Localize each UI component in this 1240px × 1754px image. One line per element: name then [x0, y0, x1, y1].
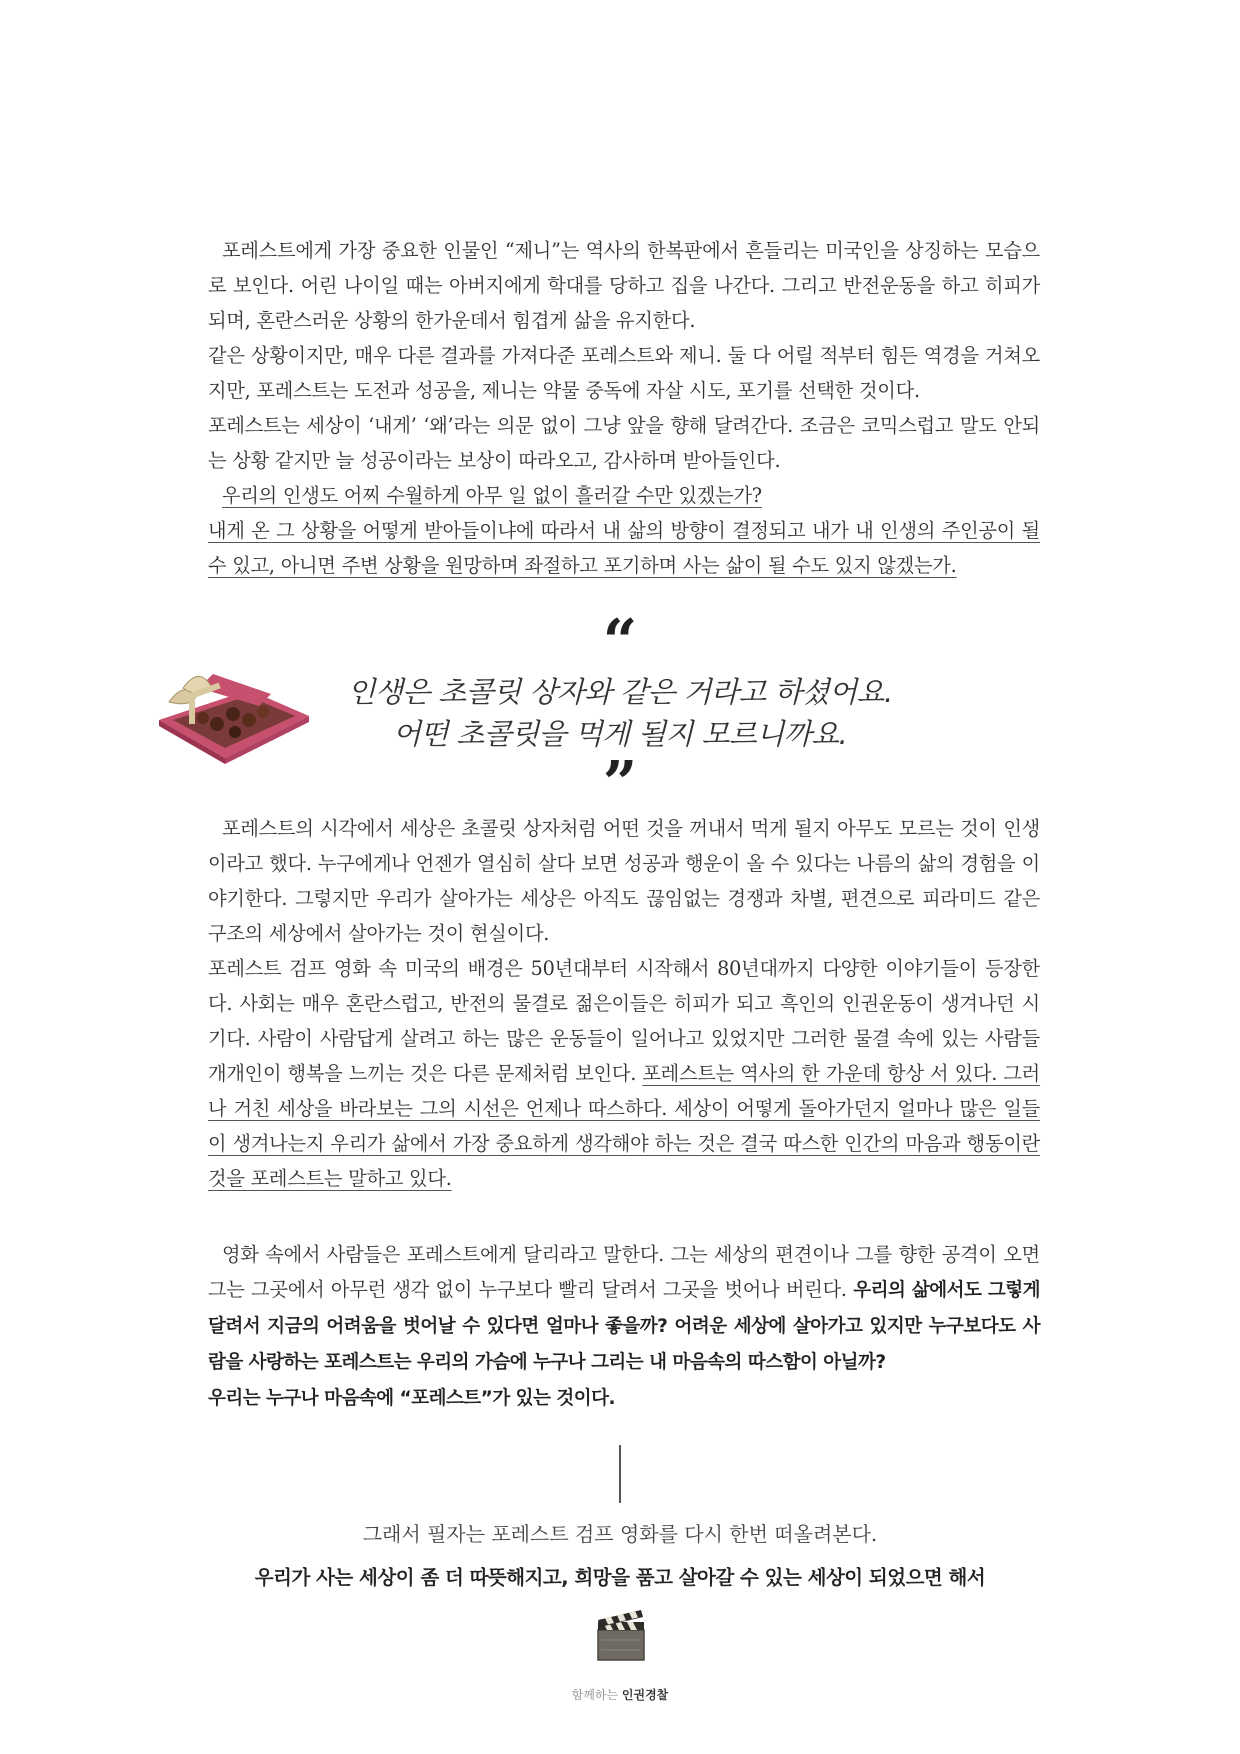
close-quote-mark: ”	[602, 749, 638, 819]
film-clapperboard-icon	[595, 1610, 647, 1662]
underlined-text: 우리의 인생도 어찌 수월하게 아무 일 없이 흘러갈 수만 있겠는가?	[222, 484, 762, 507]
paragraph-text: 영화 속에서 사람들은 포레스트에게 달리라고 말한다. 그는 세상의 편견이나 그를 향한 공격이 오면 그는 그곳에서 아무런 생각 없이 누구보다 빨리 달려서 그곳을 벗어나 버린다.	[208, 1243, 1040, 1301]
paragraph	[208, 951, 1040, 1196]
underlined-text: 포레스트는 역사의 한 가운데 항상 서 있다. 그러나 거친 세상을 바라보는 그의 시선은 언제나 따스하다. 세상이 어떻게 돌아가던지 얼마나 많은 일들이 생겨나는지 우리가 삶에서 가장 중요하게 생각해야 하는 것은 결국 따스한 인간의 마음과 행동이란 것을 포레스트는 말하고 있다.	[208, 1062, 1041, 1190]
open-quote-mark: “	[602, 607, 638, 677]
divider	[619, 1445, 621, 1503]
footer-name: 인권경찰	[621, 1688, 669, 1702]
quote-block	[150, 607, 1090, 819]
paragraph: 같은 상황이지만, 매우 다른 결과를 가져다준 포레스트와 제니. 둘 다 어릴 적부터 힘든 역경을 거쳐오지만, 포레스트는 도전과 성공을, 제니는 약물 중독에 자살 시도, 포기를 선택한 것이다.	[208, 344, 1040, 402]
footer-credit	[150, 1686, 1090, 1703]
paragraph-text: 포레스트 검프 영화 속 미국의 배경은 50년대부터 시작해서 80년대까지 다양한 이야기들이 등장한다. 사회는 매우 혼란스럽고, 반전의 물결로 젊은이들은 히피가 되고 흑인의 인권운동이 생겨나던 시기다. 사람이 사람답게 살려고 하는 많은 운동들이 일어나고 있었지만 그러한 물결 속에 있는 사람들 개개인이 행복을 느끼는 것은 다른 문제처럼 보인다.	[208, 957, 1040, 1085]
paragraph-underlined	[208, 513, 1040, 583]
footer-prefix: 함께하는	[571, 1688, 619, 1702]
closing-line-bold: 우리가 사는 세상이 좀 더 따뜻해지고, 희망을 품고 살아갈 수 있는 세상이 되었으면 해서	[254, 1566, 986, 1589]
quote-line: 어떤 초콜릿을 먹게 될지 모르니까요.	[392, 717, 848, 751]
section-chocolate-box	[208, 811, 1040, 1196]
underlined-text: 내게 온 그 상황을 어떻게 받아들이냐에 따라서 내 삶의 방향이 결정되고 내가 내 인생의 주인공이 될 수 있고, 아니면 주변 상황을 원망하며 좌절하고 포기하며 사는 삶이 될 수도 있지 않겠는가.	[208, 519, 1040, 577]
paragraph-question	[208, 478, 1040, 513]
section-jenny	[208, 233, 1040, 583]
quote-line: 인생은 초콜릿 상자와 같은 거라고 하셨어요.	[347, 675, 893, 709]
bold-text: 우리는 누구나 마음속에 “포레스트”가 있는 것이다.	[208, 1388, 615, 1409]
paragraph: 포레스트는 세상이 ‘내게’ ‘왜’라는 의문 없이 그냥 앞을 향해 달려간다. 조금은 코믹스럽고 말도 안되는 상황 같지만 늘 성공이라는 보상이 따라오고, 감사하며 받아들인다.	[208, 414, 1040, 472]
section-running	[208, 1237, 1040, 1416]
bold-text: 우리의 삶에서도 그렇게 달려서 지금의 어려움을 벗어날 수 있다면 얼마나 좋을까? 어려운 세상에 살아가고 있지만 누구보다도 사람을 사랑하는 포레스트는 우리의 가슴에 누구나 그리는 내 마음속의 따스함이 아닐까?	[208, 1280, 1040, 1373]
closing-line: 그래서 필자는 포레스트 검프 영화를 다시 한번 떠올려본다.	[362, 1522, 878, 1546]
paragraph: 포레스트의 시각에서 세상은 초콜릿 상자처럼 어떤 것을 꺼내서 먹게 될지 아무도 모르는 것이 인생이라고 했다. 누구에게나 언젠가 열심히 살다 보면 성공과 행운이 올 수 있다는 나름의 삶의 경험을 이야기한다. 그렇지만 우리가 살아가는 세상은 아직도 끊임없는 경쟁과 차별, 편견으로 피라미드 같은 구조의 세상에서 살아가는 것이 현실이다.	[208, 817, 1040, 945]
paragraph: 포레스트에게 가장 중요한 인물인 “제니”는 역사의 한복판에서 흔들리는 미국인을 상징하는 모습으로 보인다. 어린 나이일 때는 아버지에게 학대를 당하고 집을 나간다. 그리고 반전운동을 하고 히피가 되며, 혼란스러운 상황의 한가운데서 힘겹게 삶을 유지한다.	[208, 239, 1040, 332]
paragraph	[208, 1380, 1040, 1416]
paragraph	[208, 1237, 1040, 1380]
